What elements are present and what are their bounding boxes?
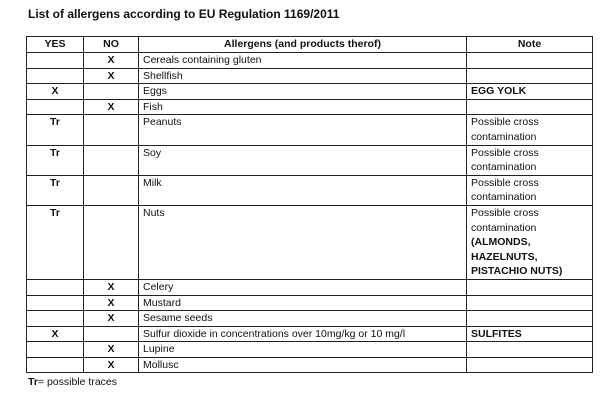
cell-no — [84, 205, 139, 279]
cell-note — [467, 311, 593, 327]
note-line: Possible cross — [471, 116, 539, 129]
table-row — [27, 357, 593, 373]
cell-yes — [27, 357, 84, 373]
note-bold-line: PISTACHIO NUTS) — [471, 265, 563, 278]
footnote-definition: = possible traces — [37, 376, 118, 388]
note-line: contamination — [471, 161, 537, 174]
cell-note — [467, 205, 593, 279]
cell-yes: Tr — [27, 205, 84, 279]
table-row — [27, 115, 593, 145]
cell-allergen: Soy — [139, 145, 467, 175]
cell-allergen: Fish — [139, 99, 467, 115]
table-row — [27, 342, 593, 358]
cell-no — [84, 175, 139, 205]
footnote — [28, 376, 117, 388]
table-row — [27, 68, 593, 84]
table-row — [27, 53, 593, 69]
note-bold-line: (ALMONDS, HAZELNUTS, — [471, 236, 538, 263]
cell-no — [84, 115, 139, 145]
note-line: contamination — [471, 130, 537, 143]
cell-yes: Tr — [27, 145, 84, 175]
table-row — [27, 279, 593, 295]
footnote-term: Tr — [28, 376, 38, 388]
cell-note — [467, 295, 593, 311]
table-row — [27, 295, 593, 311]
header-no: NO — [84, 37, 139, 53]
cell-yes — [27, 53, 84, 69]
cell-note — [467, 342, 593, 358]
cell-no — [84, 326, 139, 342]
note-line: Possible cross — [471, 206, 539, 219]
cell-allergen: Eggs — [139, 84, 467, 100]
cell-no: X — [84, 279, 139, 295]
allergens-table-body — [27, 53, 593, 373]
table-row — [27, 84, 593, 100]
cell-no: X — [84, 311, 139, 327]
cell-allergen: Mustard — [139, 295, 467, 311]
cell-no — [84, 84, 139, 100]
cell-note — [467, 326, 593, 342]
note-line: contamination — [471, 221, 537, 234]
cell-no: X — [84, 357, 139, 373]
table-row — [27, 205, 593, 279]
cell-yes: Tr — [27, 175, 84, 205]
cell-yes — [27, 311, 84, 327]
header-yes: YES — [27, 37, 84, 53]
table-row — [27, 326, 593, 342]
table-row — [27, 145, 593, 175]
header-note: Note — [467, 37, 593, 53]
cell-no: X — [84, 99, 139, 115]
note-line: Possible cross — [471, 176, 539, 189]
cell-yes — [27, 68, 84, 84]
allergens-table — [26, 36, 593, 373]
cell-allergen: Mollusc — [139, 357, 467, 373]
cell-yes: X — [27, 326, 84, 342]
table-header-row — [27, 37, 593, 53]
cell-allergen: Peanuts — [139, 115, 467, 145]
cell-note — [467, 99, 593, 115]
cell-allergen: Nuts — [139, 205, 467, 279]
cell-note — [467, 68, 593, 84]
cell-note — [467, 357, 593, 373]
cell-note — [467, 84, 593, 100]
cell-yes — [27, 295, 84, 311]
cell-allergen: Milk — [139, 175, 467, 205]
cell-note — [467, 145, 593, 175]
cell-allergen: Shellfish — [139, 68, 467, 84]
note-line: Possible cross — [471, 146, 539, 159]
cell-no — [84, 145, 139, 175]
cell-no: X — [84, 68, 139, 84]
cell-yes — [27, 279, 84, 295]
cell-note — [467, 279, 593, 295]
cell-no: X — [84, 342, 139, 358]
cell-note — [467, 115, 593, 145]
cell-note — [467, 175, 593, 205]
table-row — [27, 311, 593, 327]
cell-allergen: Lupine — [139, 342, 467, 358]
cell-no: X — [84, 53, 139, 69]
cell-note — [467, 53, 593, 69]
cell-yes — [27, 99, 84, 115]
cell-allergen: Cereals containing gluten — [139, 53, 467, 69]
header-allergen: Allergens (and products therof) — [139, 37, 467, 53]
note-line: contamination — [471, 191, 537, 204]
note-bold-line: SULFITES — [471, 327, 522, 340]
cell-yes: Tr — [27, 115, 84, 145]
table-row — [27, 175, 593, 205]
cell-allergen: Sulfur dioxide in concentrations over 10mg/kg or 10 mg/l — [139, 326, 467, 342]
cell-yes: X — [27, 84, 84, 100]
cell-allergen: Sesame seeds — [139, 311, 467, 327]
cell-allergen: Celery — [139, 279, 467, 295]
document-title: List of allergens according to EU Regulation 1169/2011 — [28, 7, 340, 21]
cell-no: X — [84, 295, 139, 311]
table-row — [27, 99, 593, 115]
cell-yes — [27, 342, 84, 358]
note-bold-line: EGG YOLK — [471, 85, 527, 98]
